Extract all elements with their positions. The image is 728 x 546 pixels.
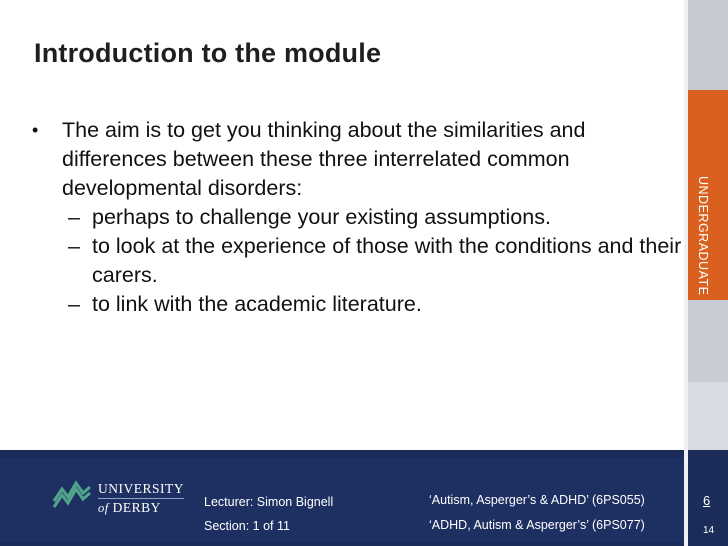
logo-text-university: UNIVERSITY (98, 481, 184, 496)
slide-content (32, 116, 682, 319)
side-panel-top (688, 0, 728, 90)
side-panel-bottom (688, 382, 728, 450)
section-label: Section: 1 of 11 (204, 519, 290, 533)
university-logo (42, 473, 192, 525)
sub-item-text: to link with the academic literature. (92, 292, 422, 316)
bullet-body (62, 116, 682, 319)
course-title-2: ‘ADHD, Autism & Asperger’s’ (6PS077) (429, 518, 645, 532)
dash-symbol: – (68, 292, 80, 316)
sub-item-text: to look at the experience of those with the conditions and their carers. (92, 234, 682, 287)
sub-item (62, 232, 682, 290)
bullet-text: The aim is to get you thinking about the similarities and differences between these three interrelated common developmental disorders: (62, 118, 586, 200)
logo-text-of: of (98, 501, 109, 515)
bullet-item (32, 116, 682, 319)
side-panel-mid (688, 300, 728, 382)
sub-item (62, 203, 682, 232)
university-logo-icon (52, 477, 92, 516)
bullet-symbol: • (32, 120, 39, 140)
sub-list (62, 203, 682, 319)
undergraduate-label: UNDERGRADUATE (696, 176, 710, 296)
logo-rule (98, 498, 184, 499)
lecturer-label: Lecturer: Simon Bignell (204, 495, 334, 509)
sub-item-text: perhaps to challenge your existing assumptions. (92, 205, 551, 229)
logo-text-derby-line (98, 500, 161, 516)
sub-item (62, 290, 682, 319)
slide-title: Introduction to the module (34, 38, 382, 68)
course-title-1: ‘Autism, Asperger’s & ADHD’ (6PS055) (429, 493, 645, 507)
logo-text-derby: DERBY (112, 500, 161, 515)
dash-symbol: – (68, 205, 80, 229)
page-number-link[interactable]: 6 (703, 493, 711, 508)
dash-symbol: – (68, 234, 80, 258)
page-total: 14 (703, 525, 715, 536)
